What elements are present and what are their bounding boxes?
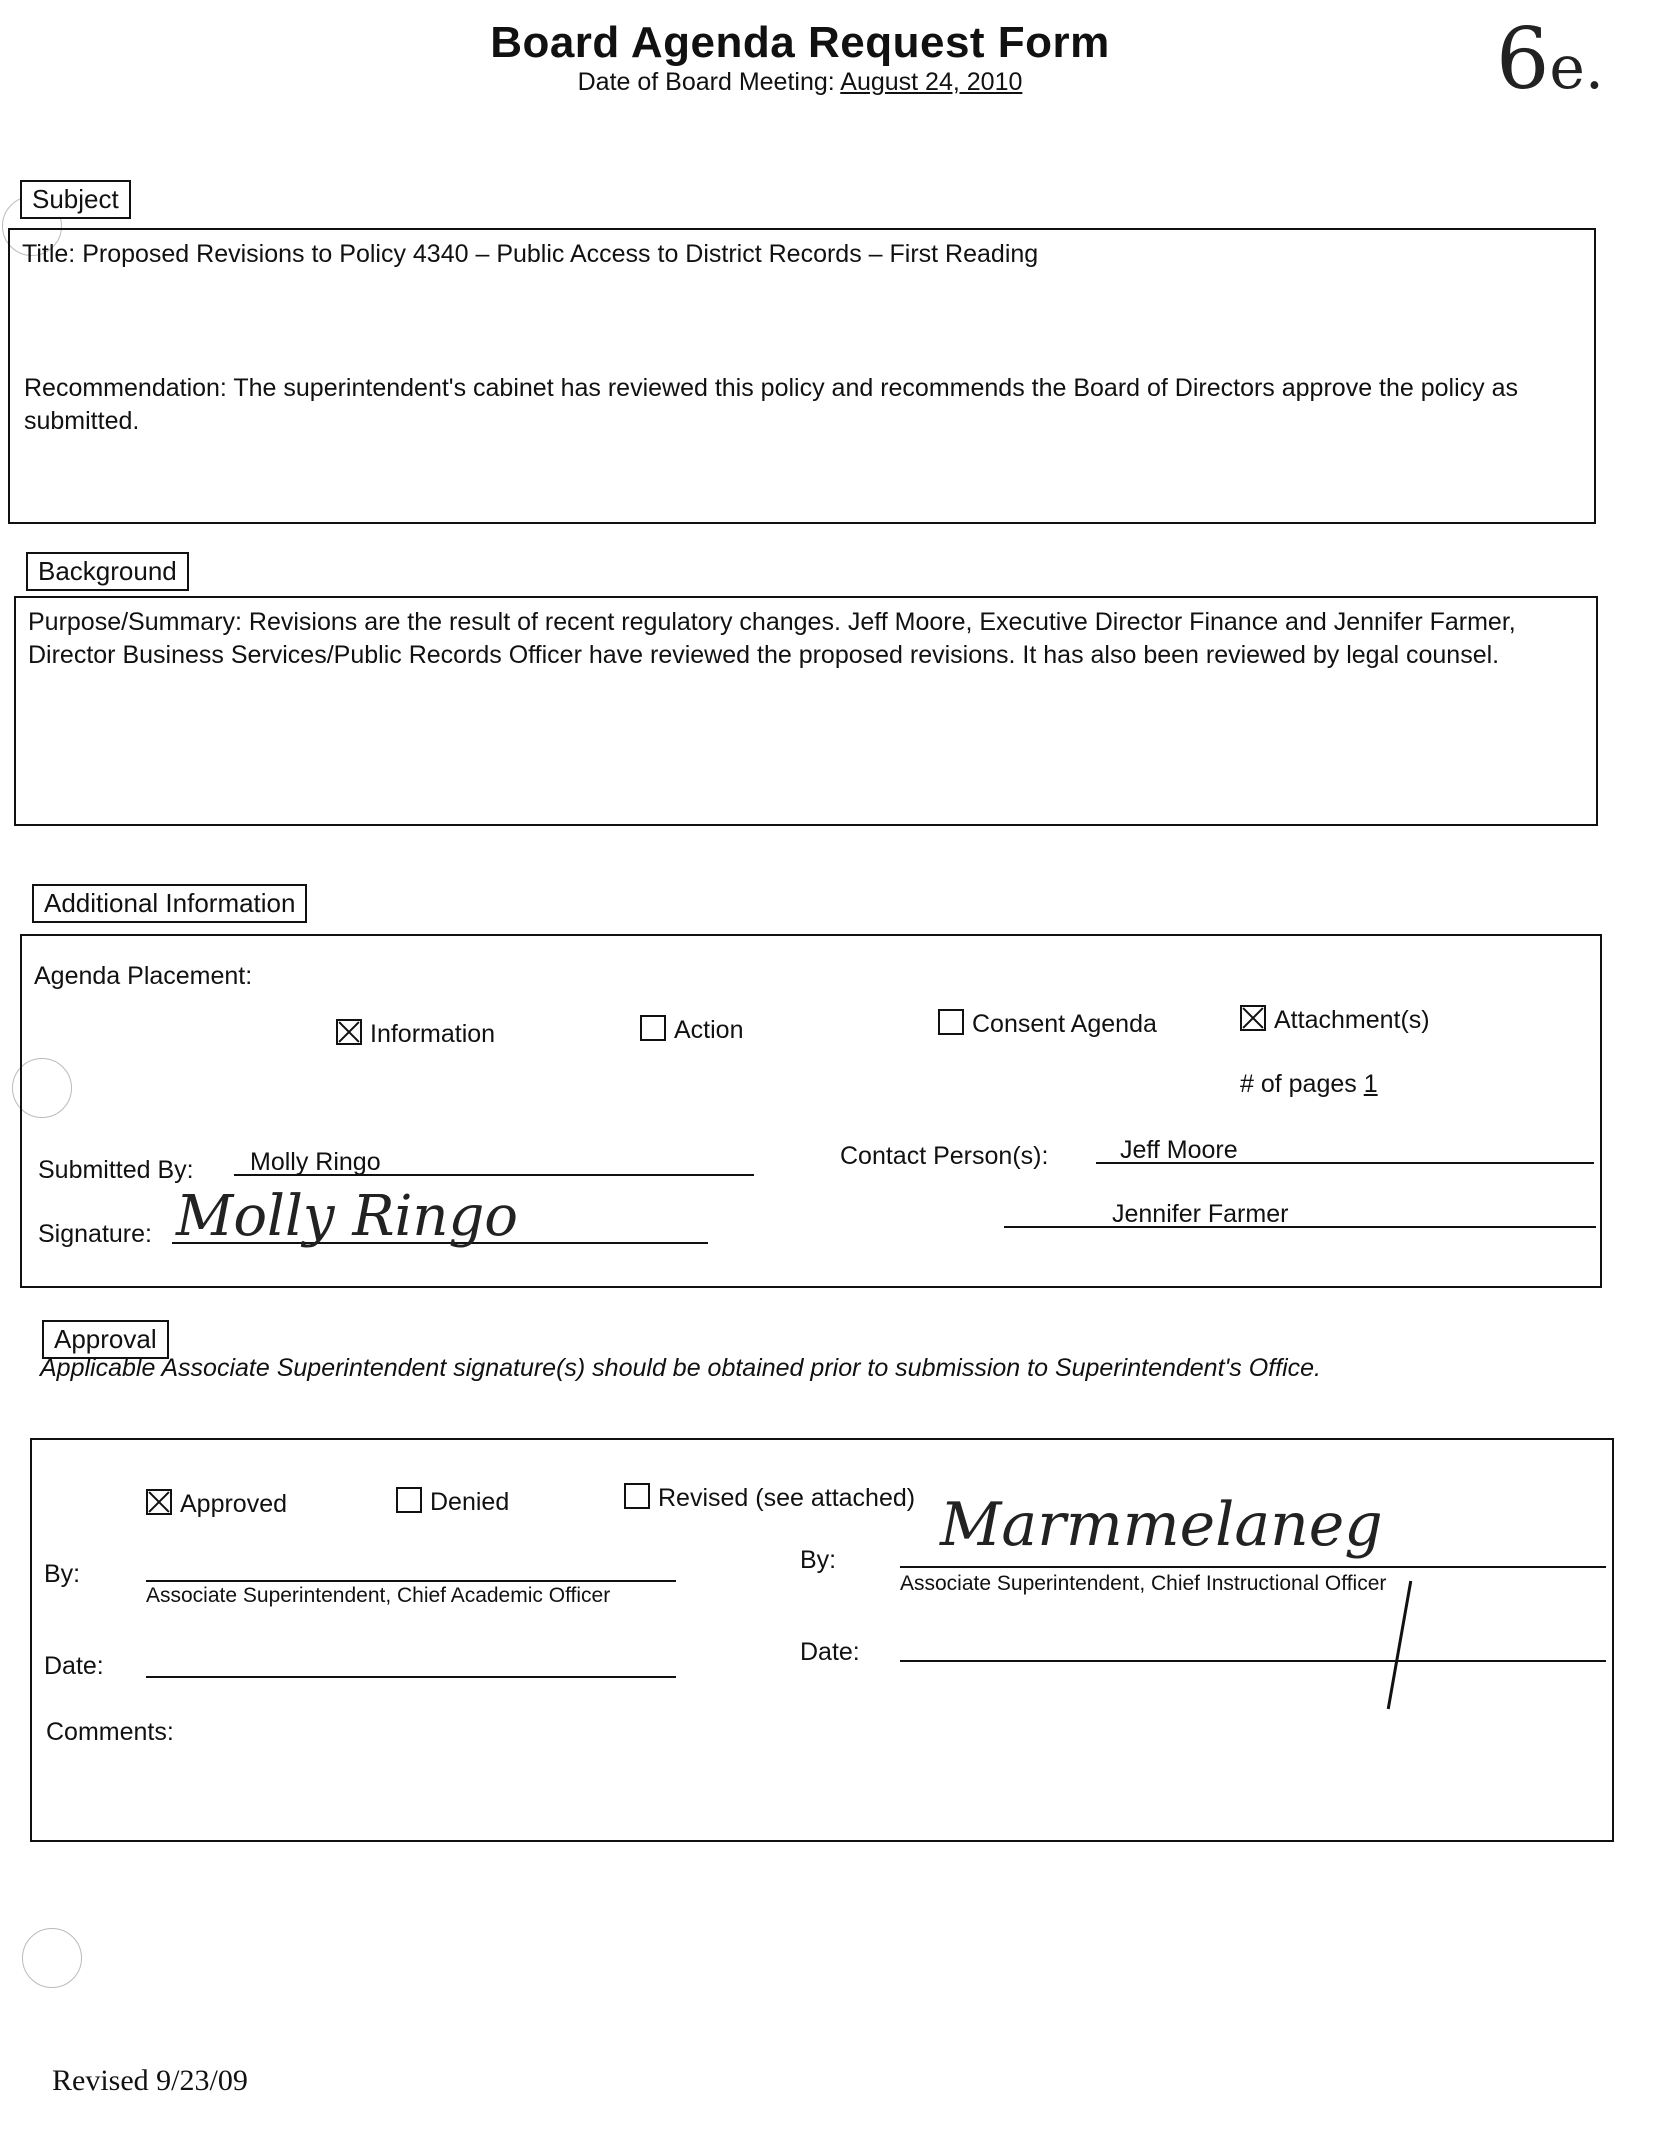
meeting-date-value: August 24, 2010	[840, 68, 1023, 96]
date-left-label: Date:	[44, 1652, 104, 1680]
consent-agenda-label: Consent Agenda	[972, 1010, 1157, 1038]
pages-count	[1240, 1068, 1378, 1101]
page-mark-sub: e.	[1549, 33, 1604, 103]
subject-recommendation: Recommendation: The superintendent's cabinet has reviewed this policy and recommends the Board of Directors approve the policy as submitted.	[24, 374, 1519, 435]
action-checkbox[interactable]	[640, 1015, 666, 1041]
option-attachments[interactable]	[1240, 1004, 1430, 1037]
attachments-checkbox[interactable]	[1240, 1005, 1266, 1031]
information-checkbox[interactable]	[336, 1019, 362, 1045]
submitted-by-label: Submitted By:	[38, 1156, 194, 1184]
background-label: Background	[26, 552, 189, 591]
by-left-line	[146, 1552, 676, 1582]
contact-person-label: Contact Person(s):	[840, 1142, 1049, 1170]
by-left-label: By:	[44, 1560, 81, 1588]
contact-person-2: Jennifer Farmer	[1112, 1200, 1289, 1228]
background-summary: Purpose/Summary: Revisions are the result of recent regulatory changes. Jeff Moore, Executive Director Finance and Jennifer Farmer, Director Business Services/Public Records Officer have reviewed the proposed revisions. It has also been reviewed by legal counsel.	[28, 608, 1516, 669]
consent-agenda-checkbox[interactable]	[938, 1009, 964, 1035]
meeting-date-label: Date of Board Meeting:	[577, 68, 835, 96]
pages-value: 1	[1363, 1070, 1378, 1098]
approved-checkbox[interactable]	[146, 1489, 172, 1515]
page-mark	[1496, 10, 1604, 108]
page-mark-number: 6	[1495, 10, 1550, 108]
date-left-line	[146, 1648, 676, 1678]
date-right-line	[900, 1632, 1606, 1662]
option-consent-agenda[interactable]	[938, 1008, 1157, 1041]
submitter-signature: Molly Ringo	[176, 1184, 519, 1249]
contact-line-2	[1004, 1200, 1596, 1228]
additional-label: Additional Information	[32, 884, 307, 923]
option-action[interactable]	[640, 1014, 743, 1047]
approver-signature: Marmmelaneg	[940, 1490, 1383, 1560]
meeting-date-line	[0, 68, 1600, 97]
information-label: Information	[370, 1020, 496, 1048]
revised-label: Revised (see attached)	[658, 1484, 916, 1512]
pages-label: # of pages	[1240, 1070, 1357, 1098]
signature-label: Signature:	[38, 1220, 152, 1248]
attachments-label: Attachment(s)	[1274, 1006, 1430, 1034]
approved-label: Approved	[180, 1490, 288, 1518]
left-approver-title: Associate Superintendent, Chief Academic Officer	[146, 1584, 611, 1607]
right-approver-title: Associate Superintendent, Chief Instructional Officer	[900, 1572, 1387, 1595]
revision-date: Revised 9/23/09	[52, 2064, 248, 2097]
revised-checkbox[interactable]	[624, 1483, 650, 1509]
contact-person-1: Jeff Moore	[1120, 1136, 1238, 1164]
action-label: Action	[674, 1016, 744, 1044]
subject-label: Subject	[20, 180, 131, 219]
option-denied[interactable]	[396, 1486, 509, 1519]
subject-title: Title: Proposed Revisions to Policy 4340 – Public Access to District Records – First Reading	[22, 240, 1039, 268]
option-revised[interactable]	[624, 1482, 915, 1515]
approval-label: Approval	[42, 1320, 169, 1359]
denied-label: Denied	[430, 1488, 510, 1516]
denied-checkbox[interactable]	[396, 1487, 422, 1513]
option-information[interactable]	[336, 1018, 495, 1051]
punch-hole-bottom	[22, 1928, 82, 1988]
date-right-label: Date:	[800, 1638, 860, 1666]
comments-label: Comments:	[46, 1718, 174, 1746]
by-right-label: By:	[800, 1546, 837, 1574]
approval-note: Applicable Associate Superintendent signature(s) should be obtained prior to submission to Superintendent's Office.	[40, 1354, 1321, 1382]
option-approved[interactable]	[146, 1488, 287, 1521]
form-title: Board Agenda Request Form	[490, 18, 1110, 67]
agenda-placement-label: Agenda Placement:	[34, 962, 253, 990]
submitted-by-value: Molly Ringo	[250, 1148, 381, 1176]
